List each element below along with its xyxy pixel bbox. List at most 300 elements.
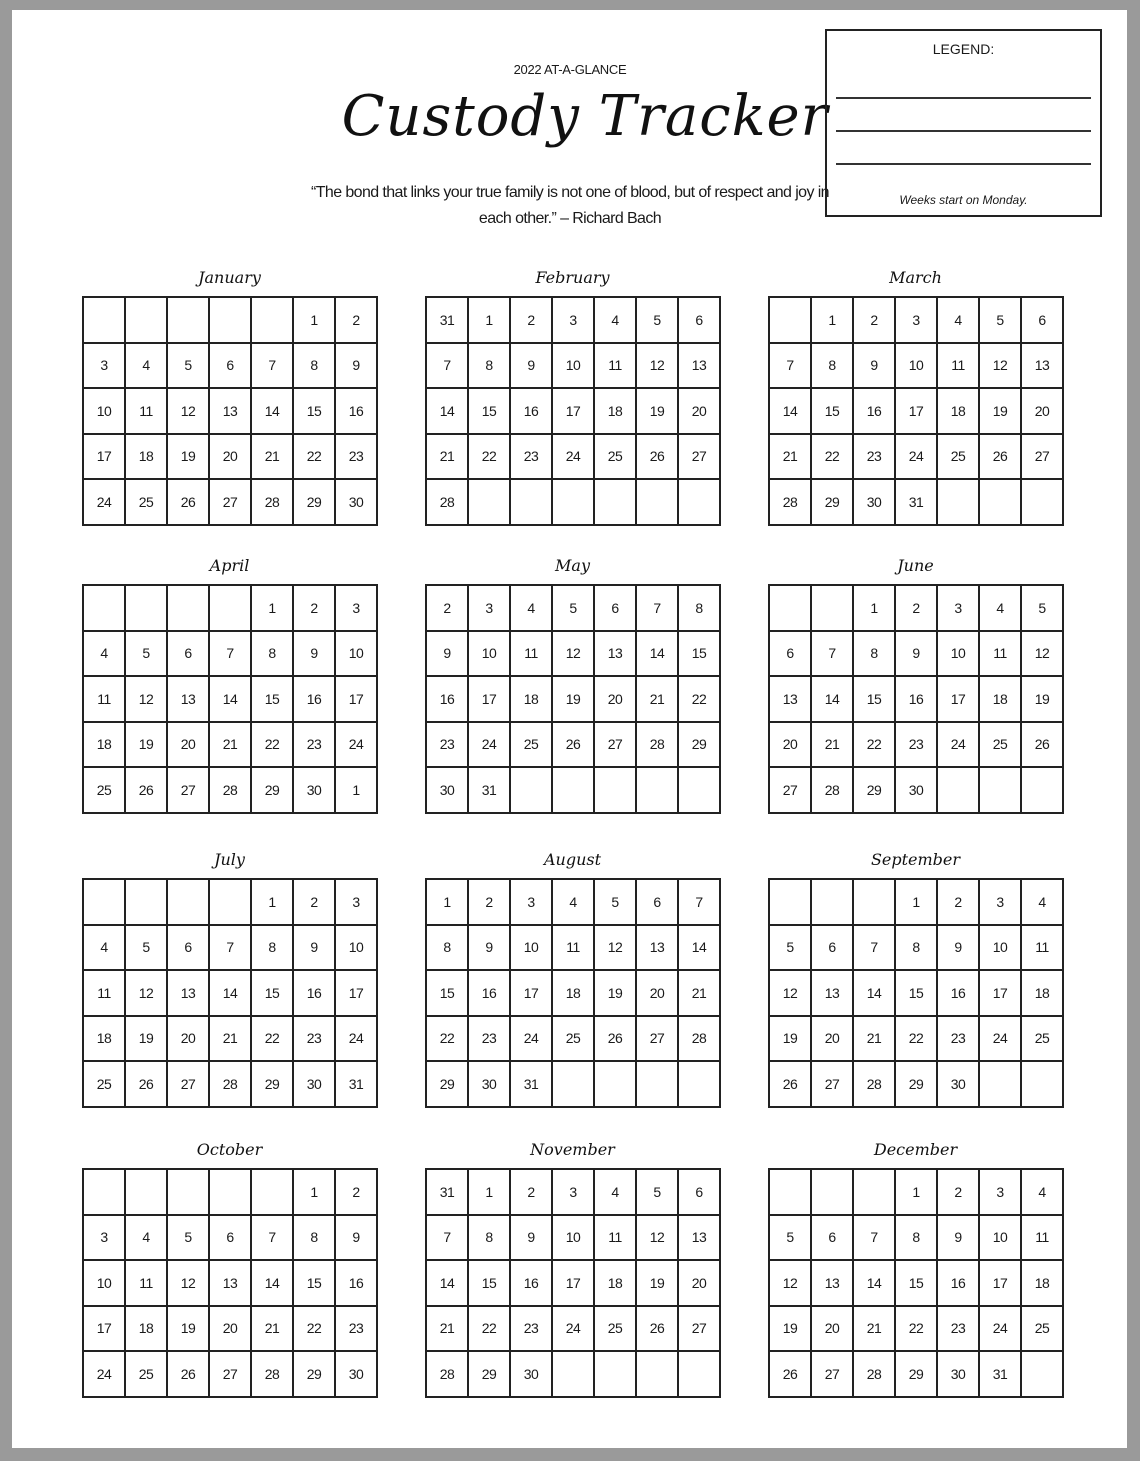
day-cell: 13 — [168, 677, 210, 723]
day-cell — [637, 768, 679, 814]
day-cell: 10 — [511, 926, 553, 972]
day-cell: 2 — [854, 298, 896, 344]
day-cell — [1022, 1062, 1064, 1108]
day-cell: 30 — [511, 1352, 553, 1398]
day-cell: 23 — [294, 723, 336, 769]
day-cell: 24 — [336, 1017, 378, 1063]
day-cell — [1022, 1352, 1064, 1398]
day-cell: 6 — [210, 344, 252, 390]
day-cell: 1 — [252, 586, 294, 632]
day-cell: 21 — [812, 723, 854, 769]
month-day-grid — [768, 296, 1064, 526]
day-cell: 21 — [210, 1017, 252, 1063]
day-cell: 18 — [511, 677, 553, 723]
day-cell: 25 — [595, 435, 637, 481]
day-cell: 7 — [854, 926, 896, 972]
day-cell: 23 — [294, 1017, 336, 1063]
day-cell: 3 — [511, 880, 553, 926]
month-name: January — [198, 268, 261, 287]
day-cell: 9 — [427, 632, 469, 678]
day-cell: 5 — [595, 880, 637, 926]
day-cell: 21 — [427, 435, 469, 481]
day-cell: 12 — [126, 677, 168, 723]
quote-text: “The bond that links your true family is not one of blood, but of respect and joy in each other.” – Richard Bach — [311, 184, 829, 227]
day-cell — [168, 586, 210, 632]
day-cell: 31 — [511, 1062, 553, 1108]
day-cell: 19 — [126, 723, 168, 769]
day-cell: 17 — [84, 1307, 126, 1353]
day-cell: 11 — [126, 389, 168, 435]
month-name: November — [530, 1140, 615, 1159]
day-cell: 5 — [553, 586, 595, 632]
day-cell: 12 — [168, 389, 210, 435]
day-cell: 25 — [126, 1352, 168, 1398]
day-cell: 4 — [84, 926, 126, 972]
day-cell: 11 — [980, 632, 1022, 678]
day-cell: 2 — [427, 586, 469, 632]
day-cell: 12 — [637, 1216, 679, 1262]
day-cell: 27 — [679, 435, 721, 481]
month-name: June — [897, 556, 934, 575]
day-cell: 16 — [854, 389, 896, 435]
day-cell: 6 — [812, 1216, 854, 1262]
day-cell: 17 — [980, 1261, 1022, 1307]
day-cell: 2 — [294, 586, 336, 632]
day-cell: 13 — [679, 1216, 721, 1262]
day-cell: 29 — [896, 1352, 938, 1398]
day-cell: 24 — [511, 1017, 553, 1063]
day-cell: 21 — [770, 435, 812, 481]
day-cell: 4 — [980, 586, 1022, 632]
day-cell: 12 — [168, 1261, 210, 1307]
day-cell: 17 — [336, 971, 378, 1017]
day-cell — [770, 298, 812, 344]
day-cell: 27 — [168, 1062, 210, 1108]
day-cell: 2 — [469, 880, 511, 926]
month-day-grid — [82, 878, 378, 1108]
day-cell: 16 — [938, 971, 980, 1017]
day-cell: 20 — [168, 1017, 210, 1063]
day-cell: 21 — [854, 1307, 896, 1353]
day-cell: 22 — [252, 1017, 294, 1063]
day-cell: 5 — [126, 632, 168, 678]
day-cell: 17 — [84, 435, 126, 481]
day-cell: 17 — [553, 1261, 595, 1307]
day-cell: 26 — [637, 1307, 679, 1353]
day-cell: 20 — [210, 1307, 252, 1353]
day-cell: 28 — [637, 723, 679, 769]
day-cell — [980, 1062, 1022, 1108]
day-cell: 1 — [252, 880, 294, 926]
day-cell: 14 — [854, 971, 896, 1017]
day-cell: 11 — [938, 344, 980, 390]
day-cell: 16 — [336, 1261, 378, 1307]
day-cell: 7 — [252, 1216, 294, 1262]
day-cell: 10 — [469, 632, 511, 678]
day-cell — [770, 1170, 812, 1216]
day-cell: 22 — [469, 1307, 511, 1353]
day-cell: 9 — [938, 926, 980, 972]
day-cell: 14 — [210, 677, 252, 723]
day-cell: 31 — [427, 1170, 469, 1216]
day-cell — [210, 586, 252, 632]
day-cell: 28 — [427, 480, 469, 526]
day-cell: 10 — [980, 1216, 1022, 1262]
day-cell — [812, 586, 854, 632]
day-cell: 24 — [553, 1307, 595, 1353]
day-cell: 22 — [294, 1307, 336, 1353]
day-cell: 29 — [294, 480, 336, 526]
day-cell: 5 — [637, 298, 679, 344]
day-cell: 29 — [252, 768, 294, 814]
day-cell: 15 — [812, 389, 854, 435]
day-cell: 4 — [126, 344, 168, 390]
day-cell: 3 — [336, 880, 378, 926]
day-cell: 31 — [336, 1062, 378, 1108]
day-cell: 14 — [812, 677, 854, 723]
day-cell — [595, 768, 637, 814]
day-cell: 20 — [812, 1017, 854, 1063]
day-cell: 22 — [896, 1017, 938, 1063]
day-cell: 30 — [336, 1352, 378, 1398]
day-cell: 15 — [896, 1261, 938, 1307]
month-name: July — [214, 850, 245, 869]
day-cell: 6 — [637, 880, 679, 926]
day-cell: 2 — [938, 1170, 980, 1216]
day-cell: 25 — [1022, 1307, 1064, 1353]
month-day-grid — [82, 296, 378, 526]
day-cell: 26 — [168, 480, 210, 526]
day-cell: 14 — [210, 971, 252, 1017]
day-cell: 27 — [679, 1307, 721, 1353]
day-cell: 27 — [770, 768, 812, 814]
day-cell: 3 — [84, 1216, 126, 1262]
day-cell: 23 — [511, 435, 553, 481]
day-cell: 23 — [854, 435, 896, 481]
month-day-grid — [768, 878, 1064, 1108]
day-cell: 27 — [210, 1352, 252, 1398]
day-cell — [812, 1170, 854, 1216]
day-cell: 19 — [637, 389, 679, 435]
day-cell: 12 — [980, 344, 1022, 390]
day-cell — [679, 1352, 721, 1398]
day-cell: 28 — [252, 1352, 294, 1398]
day-cell: 28 — [854, 1062, 896, 1108]
day-cell: 21 — [252, 435, 294, 481]
day-cell: 5 — [770, 926, 812, 972]
day-cell: 29 — [427, 1062, 469, 1108]
day-cell: 5 — [980, 298, 1022, 344]
day-cell: 9 — [854, 344, 896, 390]
day-cell: 4 — [84, 632, 126, 678]
day-cell: 3 — [938, 586, 980, 632]
day-cell: 1 — [854, 586, 896, 632]
day-cell: 7 — [812, 632, 854, 678]
day-cell — [168, 298, 210, 344]
day-cell — [812, 880, 854, 926]
day-cell: 7 — [679, 880, 721, 926]
day-cell: 24 — [469, 723, 511, 769]
legend-line — [836, 97, 1091, 99]
day-cell — [637, 1062, 679, 1108]
day-cell: 14 — [637, 632, 679, 678]
month-name: April — [209, 556, 250, 575]
day-cell: 26 — [1022, 723, 1064, 769]
day-cell: 20 — [679, 389, 721, 435]
day-cell: 24 — [84, 1352, 126, 1398]
month-name: February — [535, 268, 610, 287]
day-cell: 6 — [1022, 298, 1064, 344]
day-cell: 1 — [469, 298, 511, 344]
day-cell: 6 — [595, 586, 637, 632]
day-cell: 18 — [980, 677, 1022, 723]
day-cell: 23 — [938, 1017, 980, 1063]
day-cell — [1022, 768, 1064, 814]
day-cell — [126, 1170, 168, 1216]
day-cell: 9 — [336, 1216, 378, 1262]
day-cell: 22 — [679, 677, 721, 723]
day-cell: 21 — [210, 723, 252, 769]
day-cell: 28 — [427, 1352, 469, 1398]
day-cell: 7 — [854, 1216, 896, 1262]
day-cell: 30 — [294, 768, 336, 814]
day-cell: 30 — [336, 480, 378, 526]
day-cell: 4 — [1022, 880, 1064, 926]
day-cell: 30 — [896, 768, 938, 814]
day-cell: 29 — [812, 480, 854, 526]
day-cell: 31 — [469, 768, 511, 814]
day-cell: 7 — [252, 344, 294, 390]
day-cell: 12 — [126, 971, 168, 1017]
day-cell: 31 — [896, 480, 938, 526]
day-cell: 19 — [553, 677, 595, 723]
day-cell — [553, 1352, 595, 1398]
day-cell — [637, 1352, 679, 1398]
month-day-grid — [425, 1168, 721, 1398]
day-cell: 24 — [980, 1017, 1022, 1063]
day-cell: 23 — [336, 1307, 378, 1353]
day-cell: 14 — [679, 926, 721, 972]
day-cell: 8 — [252, 926, 294, 972]
day-cell: 29 — [679, 723, 721, 769]
day-cell: 17 — [980, 971, 1022, 1017]
day-cell: 27 — [168, 768, 210, 814]
day-cell: 6 — [679, 298, 721, 344]
day-cell: 11 — [84, 971, 126, 1017]
day-cell: 4 — [126, 1216, 168, 1262]
day-cell: 15 — [469, 389, 511, 435]
day-cell: 1 — [294, 298, 336, 344]
day-cell: 18 — [84, 1017, 126, 1063]
day-cell: 12 — [770, 1261, 812, 1307]
day-cell: 30 — [938, 1062, 980, 1108]
day-cell: 24 — [980, 1307, 1022, 1353]
day-cell: 23 — [469, 1017, 511, 1063]
day-cell: 1 — [294, 1170, 336, 1216]
day-cell — [770, 586, 812, 632]
day-cell: 16 — [469, 971, 511, 1017]
day-cell: 16 — [938, 1261, 980, 1307]
day-cell: 3 — [469, 586, 511, 632]
day-cell — [469, 480, 511, 526]
day-cell: 5 — [1022, 586, 1064, 632]
day-cell: 6 — [210, 1216, 252, 1262]
day-cell — [84, 1170, 126, 1216]
day-cell: 6 — [812, 926, 854, 972]
day-cell: 30 — [854, 480, 896, 526]
day-cell: 30 — [427, 768, 469, 814]
day-cell: 16 — [427, 677, 469, 723]
day-cell — [938, 480, 980, 526]
day-cell: 23 — [896, 723, 938, 769]
day-cell: 9 — [294, 632, 336, 678]
day-cell: 29 — [294, 1352, 336, 1398]
day-cell: 26 — [553, 723, 595, 769]
day-cell: 11 — [1022, 926, 1064, 972]
day-cell: 13 — [679, 344, 721, 390]
day-cell: 24 — [553, 435, 595, 481]
day-cell: 9 — [469, 926, 511, 972]
day-cell: 25 — [84, 768, 126, 814]
day-cell: 7 — [427, 1216, 469, 1262]
day-cell: 10 — [938, 632, 980, 678]
month-name: September — [870, 850, 961, 869]
day-cell: 15 — [854, 677, 896, 723]
day-cell: 12 — [770, 971, 812, 1017]
day-cell: 14 — [252, 1261, 294, 1307]
day-cell: 16 — [896, 677, 938, 723]
day-cell: 5 — [168, 1216, 210, 1262]
month-day-grid — [425, 878, 721, 1108]
day-cell: 23 — [427, 723, 469, 769]
day-cell: 29 — [252, 1062, 294, 1108]
day-cell — [252, 1170, 294, 1216]
day-cell: 4 — [938, 298, 980, 344]
day-cell: 8 — [469, 1216, 511, 1262]
day-cell: 15 — [469, 1261, 511, 1307]
day-cell: 6 — [168, 632, 210, 678]
day-cell — [84, 880, 126, 926]
day-cell — [637, 480, 679, 526]
day-cell: 7 — [427, 344, 469, 390]
day-cell: 5 — [168, 344, 210, 390]
day-cell: 9 — [938, 1216, 980, 1262]
day-cell: 3 — [980, 1170, 1022, 1216]
legend-box — [825, 29, 1102, 217]
day-cell: 24 — [336, 723, 378, 769]
day-cell — [84, 586, 126, 632]
day-cell: 28 — [210, 1062, 252, 1108]
day-cell: 28 — [679, 1017, 721, 1063]
day-cell — [770, 880, 812, 926]
day-cell: 20 — [637, 971, 679, 1017]
day-cell: 13 — [595, 632, 637, 678]
day-cell — [679, 1062, 721, 1108]
day-cell: 20 — [770, 723, 812, 769]
day-cell: 3 — [553, 298, 595, 344]
day-cell: 21 — [854, 1017, 896, 1063]
day-cell: 15 — [252, 677, 294, 723]
day-cell: 2 — [294, 880, 336, 926]
day-cell: 22 — [294, 435, 336, 481]
day-cell: 10 — [336, 926, 378, 972]
day-cell: 8 — [252, 632, 294, 678]
day-cell: 16 — [511, 1261, 553, 1307]
day-cell: 13 — [1022, 344, 1064, 390]
day-cell: 8 — [812, 344, 854, 390]
day-cell: 20 — [1022, 389, 1064, 435]
month-day-grid — [82, 1168, 378, 1398]
day-cell: 14 — [252, 389, 294, 435]
day-cell: 9 — [294, 926, 336, 972]
day-cell: 18 — [126, 435, 168, 481]
day-cell: 12 — [553, 632, 595, 678]
day-cell: 8 — [896, 1216, 938, 1262]
day-cell: 11 — [595, 344, 637, 390]
day-cell — [938, 768, 980, 814]
day-cell: 2 — [938, 880, 980, 926]
day-cell: 25 — [84, 1062, 126, 1108]
day-cell — [553, 768, 595, 814]
day-cell: 11 — [553, 926, 595, 972]
day-cell: 15 — [252, 971, 294, 1017]
day-cell: 12 — [1022, 632, 1064, 678]
day-cell: 26 — [770, 1352, 812, 1398]
day-cell: 17 — [896, 389, 938, 435]
day-cell: 18 — [938, 389, 980, 435]
day-cell: 28 — [770, 480, 812, 526]
day-cell: 1 — [896, 1170, 938, 1216]
day-cell: 10 — [980, 926, 1022, 972]
day-cell: 2 — [511, 298, 553, 344]
day-cell: 4 — [595, 298, 637, 344]
day-cell: 9 — [896, 632, 938, 678]
day-cell — [595, 1062, 637, 1108]
day-cell: 18 — [126, 1307, 168, 1353]
day-cell: 22 — [896, 1307, 938, 1353]
day-cell: 8 — [427, 926, 469, 972]
day-cell: 20 — [812, 1307, 854, 1353]
day-cell: 4 — [511, 586, 553, 632]
day-cell: 13 — [637, 926, 679, 972]
day-cell: 12 — [595, 926, 637, 972]
day-cell: 30 — [294, 1062, 336, 1108]
day-cell: 18 — [595, 1261, 637, 1307]
day-cell: 29 — [469, 1352, 511, 1398]
day-cell: 28 — [210, 768, 252, 814]
day-cell: 5 — [637, 1170, 679, 1216]
day-cell: 15 — [294, 1261, 336, 1307]
day-cell: 1 — [812, 298, 854, 344]
day-cell — [595, 480, 637, 526]
day-cell — [1022, 480, 1064, 526]
month-name: May — [555, 556, 590, 575]
day-cell: 17 — [553, 389, 595, 435]
day-cell: 8 — [854, 632, 896, 678]
day-cell: 27 — [637, 1017, 679, 1063]
day-cell: 13 — [210, 1261, 252, 1307]
day-cell: 3 — [896, 298, 938, 344]
day-cell — [553, 1062, 595, 1108]
day-cell: 15 — [896, 971, 938, 1017]
day-cell: 2 — [896, 586, 938, 632]
day-cell — [511, 480, 553, 526]
day-cell: 22 — [252, 723, 294, 769]
day-cell: 29 — [896, 1062, 938, 1108]
day-cell: 28 — [812, 768, 854, 814]
day-cell: 11 — [511, 632, 553, 678]
day-cell: 31 — [980, 1352, 1022, 1398]
